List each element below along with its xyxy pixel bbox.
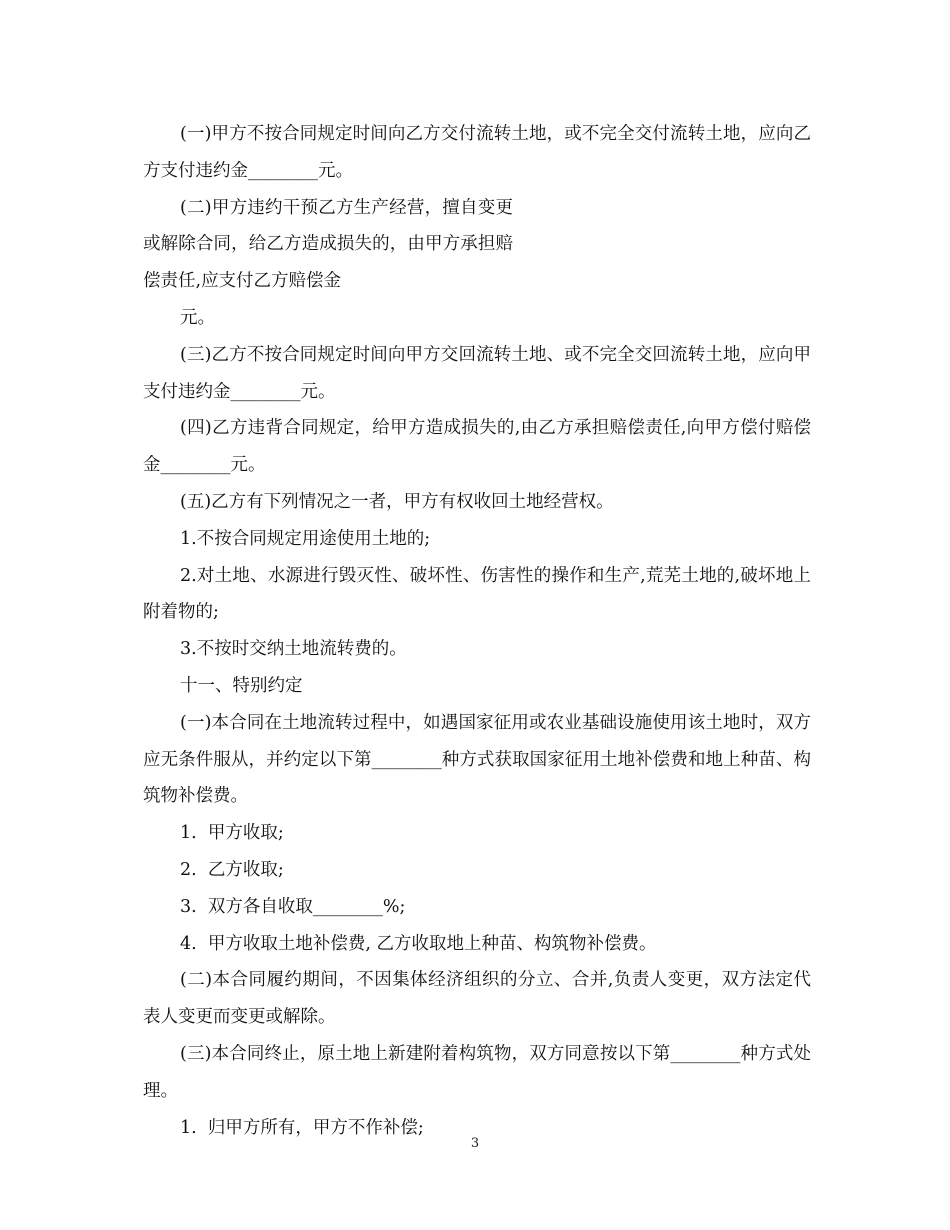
list-item: 1. 甲方收取;: [180, 823, 284, 844]
page-number: 3: [470, 1136, 480, 1151]
list-item: 1. 归甲方所有，甲方不作补偿;: [180, 1117, 424, 1138]
clause-paragraph: (二)本合同履约期间，不因集体经济组织的分立、合并,负责人变更，双方法定代表人变更而变更或解除。: [143, 970, 811, 1028]
clause-paragraph: 元。: [180, 307, 215, 328]
clause-paragraph: (五)乙方有下列情况之一者，甲方有权收回土地经营权。: [180, 491, 614, 512]
clause-paragraph: (四)乙方违背合同规定，给甲方造成损失的,由乙方承担赔偿责任,向甲方偿付赔偿金________元。: [143, 418, 811, 476]
document-body: [143, 116, 811, 1146]
list-item: 3.不按时交纳土地流转费的。: [180, 639, 407, 660]
section-heading: 十一、特别约定: [180, 675, 303, 696]
list-item: 1.不按合同规定用途使用土地的;: [180, 528, 431, 549]
clause-paragraph: (三)本合同终止，原土地上新建附着构筑物，双方同意按以下第________种方式处理。: [143, 1043, 811, 1101]
clause-paragraph: (一)本合同在土地流转过程中，如遇国家征用或农业基础设施使用该土地时，双方应无条件服从，并约定以下第________种方式获取国家征用土地补偿费和地上种苗、构筑物补偿费。: [143, 712, 811, 807]
list-item: 4. 甲方收取土地补偿费, 乙方收取地上种苗、构筑物补偿费。: [180, 933, 657, 954]
clause-paragraph: (一)甲方不按合同规定时间向乙方交付流转土地，或不完全交付流转土地，应向乙方支付违约金________元。: [143, 124, 811, 181]
list-item: 2. 乙方收取;: [180, 859, 284, 880]
clause-paragraph: (二)甲方违约干预乙方生产经营，擅自变更或解除合同，给乙方造成损失的，由甲方承担赔偿责任,应支付乙方赔偿金: [143, 197, 513, 292]
clause-paragraph: (三)乙方不按合同规定时间向甲方交回流转土地、或不完全交回流转土地，应向甲支付违约金________元。: [143, 344, 811, 402]
list-item: 2.对土地、水源进行毁灭性、破坏性、伤害性的操作和生产,荒芜土地的,破坏地上附着物的;: [143, 565, 811, 623]
list-item: 3. 双方各自收取________%;: [180, 896, 406, 917]
